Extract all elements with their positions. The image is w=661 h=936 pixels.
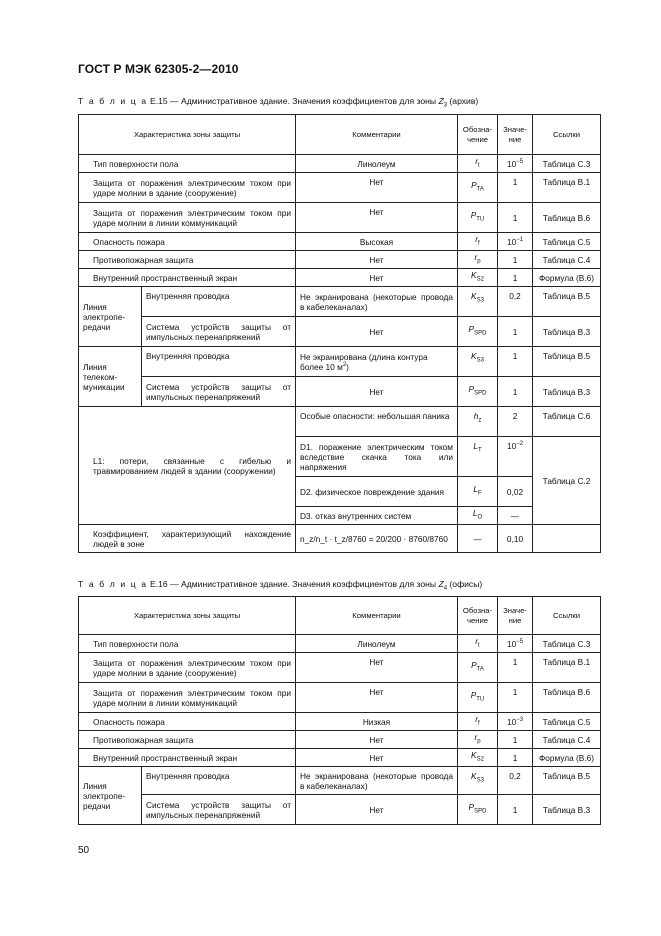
table-row xyxy=(79,269,601,287)
table-row xyxy=(79,653,601,683)
caption-zone-index: 4 xyxy=(443,585,448,592)
row-characteristic: Внутренняя проводка xyxy=(142,767,296,795)
row-value: 1 xyxy=(498,731,533,749)
row-value: 1 xyxy=(498,173,533,203)
row-value: 1 xyxy=(498,203,533,233)
row-symbol: $r_f$ xyxy=(458,713,498,731)
row-characteristic: Система устройств защиты от импульсных перенапряжений xyxy=(142,795,296,825)
row-reference: Таблица B.5 xyxy=(533,767,601,795)
row-value: $10^{-2}$ xyxy=(498,437,533,477)
row-symbol: $r_t$ xyxy=(458,635,498,653)
row-symbol: $r_p$ xyxy=(458,731,498,749)
row-symbol: $h_z$ xyxy=(458,407,498,437)
coefficients-table-e16 xyxy=(78,596,601,825)
table-header-row xyxy=(79,115,601,155)
row-comment: Линолеум xyxy=(296,155,458,173)
row-value: 0,2 xyxy=(498,767,533,795)
table-row xyxy=(79,155,601,173)
row-comment: Нет xyxy=(296,173,458,203)
table-row xyxy=(79,795,601,825)
row-reference: Таблица C.5 xyxy=(533,233,601,251)
row-comment: D2. физическое повреждение здания xyxy=(296,477,458,507)
row-comment: Линолеум xyxy=(296,635,458,653)
caption-zone: Z xyxy=(438,579,444,589)
row-value: 1 xyxy=(498,795,533,825)
row-group-telecom-line: Линия телеком-муникации xyxy=(79,347,142,407)
row-reference: Таблица C.3 xyxy=(533,635,601,653)
header-symbol: Обозна-чение xyxy=(458,115,498,155)
header-symbol: Обозна-чение xyxy=(458,597,498,635)
row-value: $10^{-5}$ xyxy=(498,155,533,173)
row-comment: Нет xyxy=(296,203,458,233)
table-row xyxy=(79,173,601,203)
row-value: 1 xyxy=(498,377,533,407)
row-value: 1 xyxy=(498,317,533,347)
header-comments: Комментарии xyxy=(296,115,458,155)
row-value: $10^{-5}$ xyxy=(498,635,533,653)
row-reference: Формула (B.6) xyxy=(533,749,601,767)
row-comment: Нет xyxy=(296,251,458,269)
row-characteristic: Внутренняя проводка xyxy=(142,287,296,317)
row-characteristic: Тип поверхности пола xyxy=(79,155,296,173)
row-value: 1 xyxy=(498,269,533,287)
table-row xyxy=(79,767,601,795)
row-value: 1 xyxy=(498,251,533,269)
row-reference: Таблица C.5 xyxy=(533,713,601,731)
row-symbol: — xyxy=(458,525,498,553)
row-comment: Высокая xyxy=(296,233,458,251)
table-header-row xyxy=(79,597,601,635)
row-reference: Таблица B.3 xyxy=(533,795,601,825)
table-caption xyxy=(78,96,478,109)
row-reference: Таблица B.1 xyxy=(533,653,601,683)
table-row xyxy=(79,377,601,407)
row-comment: Нет xyxy=(296,269,458,287)
row-characteristic: Противопожарная защита xyxy=(79,251,296,269)
row-value: 1 xyxy=(498,347,533,377)
table-row xyxy=(79,233,601,251)
row-characteristic: Внутренний пространственный экран xyxy=(79,269,296,287)
row-reference: Таблица C.4 xyxy=(533,731,601,749)
row-comment: Нет xyxy=(296,749,458,767)
header-refs: Ссылки xyxy=(533,597,601,635)
row-value: — xyxy=(498,507,533,525)
caption-suffix: (архив) xyxy=(449,96,479,106)
header-value: Значе-ние xyxy=(498,115,533,155)
row-formula: n_z/n_t · t_z/8760 = 20/200 · 8760/8760 xyxy=(296,525,458,553)
row-comment: Нет xyxy=(296,317,458,347)
row-value: 1 xyxy=(498,749,533,767)
table-row xyxy=(79,683,601,713)
row-symbol: $r_t$ xyxy=(458,155,498,173)
caption-suffix: (офисы) xyxy=(449,579,483,589)
row-reference: Таблица B.5 xyxy=(533,287,601,317)
row-symbol: $P_{SPD}$ xyxy=(458,317,498,347)
row-comment: Не экранирована (некоторые провода в кабелеканалах) xyxy=(296,767,458,795)
row-comment: Нет xyxy=(296,795,458,825)
table-row xyxy=(79,287,601,317)
row-symbol: $P_{TU}$ xyxy=(458,683,498,713)
header-comments: Комментарии xyxy=(296,597,458,635)
row-characteristic: Защита от поражения электрическим током при ударе молнии в линии коммуникаций xyxy=(79,683,296,713)
row-symbol: $K_{S2}$ xyxy=(458,269,498,287)
row-characteristic: Внутренняя проводка xyxy=(142,347,296,377)
header-value: Значе-ние xyxy=(498,597,533,635)
caption-text: E.15 — Административное здание. Значения коэффициентов для зоны xyxy=(149,96,437,106)
row-value: 0,02 xyxy=(498,477,533,507)
row-reference: Формула (B.6) xyxy=(533,269,601,287)
row-reference: Таблица C.4 xyxy=(533,251,601,269)
row-symbol: $K_{S3}$ xyxy=(458,347,498,377)
row-symbol: $L_O$ xyxy=(458,507,498,525)
row-comment: Нет xyxy=(296,731,458,749)
table-row xyxy=(79,203,601,233)
table-row xyxy=(79,317,601,347)
row-reference: Таблица B.5 xyxy=(533,347,601,377)
row-reference: Таблица C.3 xyxy=(533,155,601,173)
table-row xyxy=(79,749,601,767)
row-comment: Нет xyxy=(296,653,458,683)
row-characteristic: Опасность пожара xyxy=(79,233,296,251)
row-symbol: $r_f$ xyxy=(458,233,498,251)
row-reference: Таблица B.6 xyxy=(533,203,601,233)
row-value: 1 xyxy=(498,653,533,683)
table-caption xyxy=(78,579,482,592)
row-reference: Таблица C.2 xyxy=(533,437,601,525)
table-row xyxy=(79,347,601,377)
table-row xyxy=(79,635,601,653)
row-value: 2 xyxy=(498,407,533,437)
row-characteristic: Опасность пожара xyxy=(79,713,296,731)
row-characteristic: Защита от поражения электрическим током при ударе молнии в линии коммуникаций xyxy=(79,203,296,233)
row-reference-empty xyxy=(533,525,601,553)
row-comment: Не экранирована (некоторые провода в кабелеканалах) xyxy=(296,287,458,317)
row-characteristic: Защита от поражения электрическим током при ударе молнии в здание (сооружение) xyxy=(79,653,296,683)
row-group-power-line: Линия электропе-редачи xyxy=(79,287,142,347)
header-characteristic: Характеристика зоны защиты xyxy=(79,597,296,635)
row-symbol: $K_{S2}$ xyxy=(458,749,498,767)
page-number: 50 xyxy=(78,845,90,856)
caption-label: Т а б л и ц а xyxy=(78,579,148,589)
document-header: ГОСТ Р МЭК 62305-2—2010 xyxy=(78,62,239,76)
row-reference: Таблица B.3 xyxy=(533,377,601,407)
row-comment: Особые опасности: небольшая паника xyxy=(296,407,458,437)
row-comment: Нет xyxy=(296,683,458,713)
row-reference: Таблица B.3 xyxy=(533,317,601,347)
row-reference: Таблица B.1 xyxy=(533,173,601,203)
caption-zone: Z xyxy=(438,96,444,106)
table-row xyxy=(79,525,601,553)
row-characteristic: Система устройств защиты от импульсных перенапряжений xyxy=(142,317,296,347)
row-characteristic: Противопожарная защита xyxy=(79,731,296,749)
table-row xyxy=(79,713,601,731)
table-row xyxy=(79,251,601,269)
row-symbol: $K_{S3}$ xyxy=(458,287,498,317)
table-row xyxy=(79,731,601,749)
caption-zone-index: 3 xyxy=(443,102,448,109)
row-characteristic: Коэффициент, характеризующий нахождение людей в зоне xyxy=(79,525,296,553)
row-comment: D3. отказ внутренних систем xyxy=(296,507,458,525)
row-symbol: $L_T$ xyxy=(458,437,498,477)
row-symbol: $P_{TA}$ xyxy=(458,173,498,203)
row-symbol: $P_{SPD}$ xyxy=(458,377,498,407)
row-comment: Нет xyxy=(296,377,458,407)
row-symbol: $L_F$ xyxy=(458,477,498,507)
row-value: 1 xyxy=(498,683,533,713)
row-symbol: $P_{SPD}$ xyxy=(458,795,498,825)
row-characteristic-l1: L1: потери, связанные с гибелью и травмированием людей в здании (сооружении) xyxy=(79,407,296,525)
row-value: 0,10 xyxy=(498,525,533,553)
row-characteristic: Тип поверхности пола xyxy=(79,635,296,653)
row-symbol: $K_{S3}$ xyxy=(458,767,498,795)
row-comment: Низкая xyxy=(296,713,458,731)
row-value: 0,2 xyxy=(498,287,533,317)
caption-label: Т а б л и ц а xyxy=(78,96,148,106)
row-characteristic: Система устройств защиты от импульсных перенапряжений xyxy=(142,377,296,407)
row-value: $10^{-3}$ xyxy=(498,713,533,731)
row-comment: Не экранирована (длина контура более 10 $м^2$) xyxy=(296,347,458,377)
row-comment: D1. поражение электрическим током вследствие скачка тока или напряжения xyxy=(296,437,458,477)
row-reference: Таблица B.6 xyxy=(533,683,601,713)
caption-text: E.16 — Административное здание. Значения коэффициентов для зоны xyxy=(149,579,437,589)
row-value: $10^{-1}$ xyxy=(498,233,533,251)
row-symbol: $P_{TA}$ xyxy=(458,653,498,683)
table-row xyxy=(79,407,601,437)
row-characteristic: Защита от поражения электрическим током при ударе молнии в здание (сооружение) xyxy=(79,173,296,203)
row-reference: Таблица C.6 xyxy=(533,407,601,437)
row-group-power-line: Линия электропе-редачи xyxy=(79,767,142,825)
header-characteristic: Характеристика зоны защиты xyxy=(79,115,296,155)
coefficients-table-e15 xyxy=(78,114,601,553)
header-refs: Ссылки xyxy=(533,115,601,155)
row-characteristic: Внутренний пространственный экран xyxy=(79,749,296,767)
row-symbol: $r_p$ xyxy=(458,251,498,269)
row-symbol: $P_{TU}$ xyxy=(458,203,498,233)
